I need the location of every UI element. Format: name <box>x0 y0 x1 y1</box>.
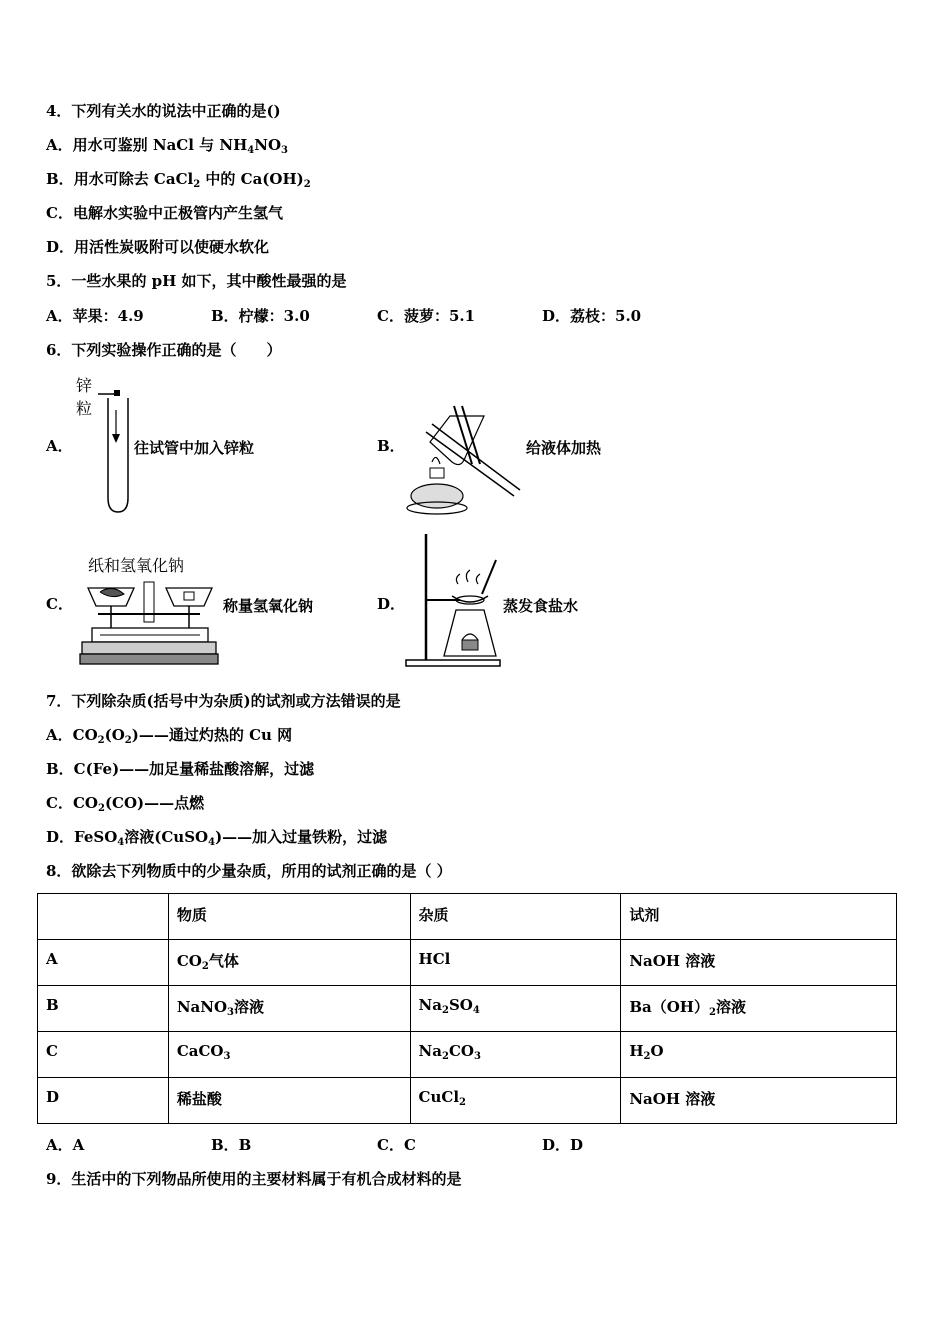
q4-stem: 4．下列有关水的说法中正确的是() <box>46 102 281 120</box>
substance-cell: CaCO$_3$ <box>168 1032 410 1078</box>
reagent-cell: NaOH 溶液 <box>621 940 897 986</box>
evaporation-figure <box>404 532 504 668</box>
q7-option-a: A．$CO_2(O_2)——$通过灼热的 Cu 网 <box>46 726 293 746</box>
q7-option-d: D．FeSO$_4$溶液(CuSO$_4$)——加入过量铁粉，过滤 <box>46 828 388 848</box>
q8-table <box>37 893 897 1124</box>
q4-option-a: A．用水可鉴别 NaCl 与 $NH_4NO_3$ <box>46 136 288 156</box>
q7-option-c: C．$CO_2(CO)——$点燃 <box>46 794 205 814</box>
table-row <box>38 1078 897 1124</box>
table-header-cell: 物质 <box>168 894 410 940</box>
q6-option-a-caption: 往试管中加入锌粒 <box>134 439 255 457</box>
q5-option-b: B．柠檬：3.0 <box>211 307 310 325</box>
q8-stem: 8．欲除去下列物质中的少量杂质，所用的试剂正确的是（ ） <box>46 862 452 880</box>
table-row <box>38 986 897 1032</box>
q6-option-c-label: C． <box>46 595 73 613</box>
q5-option-c: C．菠萝：5.1 <box>377 307 476 325</box>
heating-liquid-figure <box>402 402 527 517</box>
naoh-paper-label: 纸和氢氧化钠 <box>88 556 185 575</box>
q8-option-a: A．A <box>46 1136 85 1154</box>
substance-cell: NaNO$_3$溶液 <box>168 986 410 1032</box>
substance-cell: $CO_2$气体 <box>168 940 410 986</box>
q6-option-b-caption: 给液体加热 <box>526 439 602 457</box>
table-row <box>38 940 897 986</box>
table-header-row <box>38 894 897 940</box>
q6-option-d-caption: 蒸发食盐水 <box>503 597 579 615</box>
impurity-cell: $Na_2CO_3$ <box>410 1032 621 1078</box>
q6-option-a-label: A． <box>46 437 73 455</box>
reagent-cell: NaOH 溶液 <box>621 1078 897 1124</box>
test-tube-figure <box>96 388 136 518</box>
reagent-cell: $H_2O$ <box>621 1032 897 1078</box>
table-header-cell: 杂质 <box>410 894 621 940</box>
row-key: C <box>38 1032 169 1078</box>
table-row <box>38 1032 897 1078</box>
zinc-label-1: 锌 <box>76 376 93 395</box>
q6-option-b-label: B． <box>377 437 405 455</box>
row-key: D <box>38 1078 169 1124</box>
q9-stem: 9．生活中的下列物品所使用的主要材料属于有机合成材料的是 <box>46 1170 462 1188</box>
q6-option-d-label: D． <box>377 595 406 613</box>
balance-figure <box>78 574 220 668</box>
q6-stem: 6．下列实验操作正确的是（ ） <box>46 341 282 359</box>
q5-option-d: D．荔枝：5.0 <box>542 307 642 325</box>
q4-option-d: D．用活性炭吸附可以使硬水软化 <box>46 238 270 256</box>
row-key: A <box>38 940 169 986</box>
q5-option-a: A．苹果：4.9 <box>46 307 144 325</box>
q4-option-c: C．电解水实验中正极管内产生氢气 <box>46 204 283 222</box>
impurity-cell: CuCl$_2$ <box>410 1078 621 1124</box>
q7-option-b: B．C(Fe)——加足量稀盐酸溶解，过滤 <box>46 760 315 778</box>
q4-option-b: B．用水可除去 CaCl$_2$ 中的 $Ca(OH)_2$ <box>46 170 311 190</box>
table-header-cell: 试剂 <box>621 894 897 940</box>
q8-option-d: D．D <box>542 1136 584 1154</box>
row-key: B <box>38 986 169 1032</box>
reagent-cell: $Ba(OH)_2$溶液 <box>621 986 897 1032</box>
impurity-cell: HCl <box>410 940 621 986</box>
q6-option-c-caption: 称量氢氧化钠 <box>223 597 314 615</box>
q8-option-c: C．C <box>377 1136 416 1154</box>
substance-cell: 稀盐酸 <box>168 1078 410 1124</box>
q5-stem: 5．一些水果的 pH 如下，其中酸性最强的是 <box>46 272 347 290</box>
table-header-cell <box>38 894 169 940</box>
zinc-label-2: 粒 <box>76 399 93 418</box>
q7-stem: 7．下列除杂质(括号中为杂质)的试剂或方法错误的是 <box>46 692 401 710</box>
impurity-cell: $Na_2SO_4$ <box>410 986 621 1032</box>
q8-option-b: B．B <box>211 1136 252 1154</box>
